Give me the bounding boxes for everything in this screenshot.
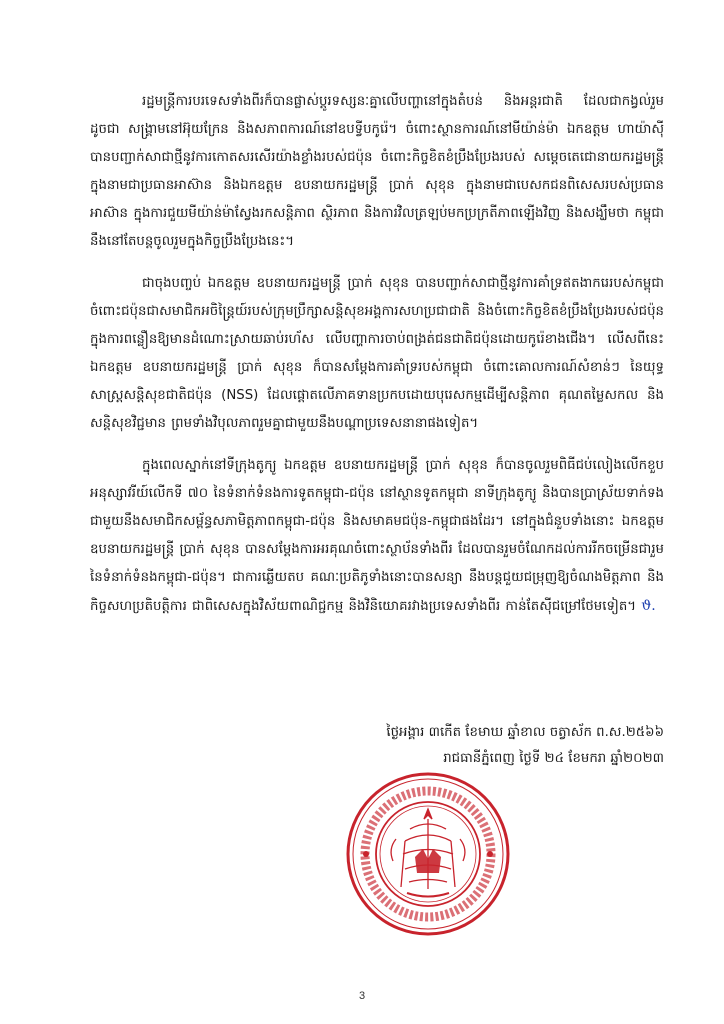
royal-crest-seal-icon bbox=[343, 769, 513, 939]
page-number: 3 bbox=[358, 990, 366, 1002]
place-date: រាជធានីភ្នំពេញ ថ្ងៃទី ២៤ ខែមករា ឆ្នាំ២០២៣ bbox=[443, 751, 664, 766]
lunar-date: ថ្ងៃអង្គារ ៣កើត ខែមាឃ ឆ្នាំខាល ចត្វាស័ក ព.ស.២៥៦៦ bbox=[386, 725, 664, 740]
date-block bbox=[386, 720, 664, 772]
paragraph-3 bbox=[90, 452, 664, 621]
document-body bbox=[90, 88, 664, 635]
handwritten-initial: ϑ. bbox=[641, 598, 656, 614]
paragraph-2: ជាចុងបញ្ចប់ ឯកឧត្តម ឧបនាយករដ្ឋមន្ត្រី ប្រាក់ សុខុន បានបញ្ជាក់សាជាថ្មីនូវការគាំទ្រឥតងាករេរបស់កម្ពុជា ចំពោះជប៉ុនជាសមាជិកអចិន្ត្រៃយ៍របស់ក្រុមប្រឹក្សាសន្តិសុខអង្គការសហប្រជាជាតិ និងចំពោះកិច្ចខិតខំប្រឹងប្រែងរបស់ជប៉ុន ក្នុងការពន្លឿនឱ្យមានដំណោះស្រាយឆាប់រហ័ស លើបញ្ហាការចាប់ពង្រត់ជនជាតិជប៉ុនដោយកូរ៉េខាងជើង។ លើសពីនេះ ឯកឧត្តម ឧបនាយករដ្ឋមន្ត្រី ប្រាក់ សុខុន ក៏បានសម្ដែងការគាំទ្ររបស់កម្ពុជា ចំពោះគោលការណ៍សំខាន់ៗ នៃយុទ្ធសាស្ត្រសន្តិសុខជាតិជប៉ុន (NSS) ដែលផ្ដោតលើភាគទានប្រកបដោយបុរេសកម្មដើម្បីសន្តិភាព គុណតម្លៃសកល និងសន្តិសុខវិជ្ជមាន ព្រមទាំងវិបុលភាពរួមគ្នាជាមួយនឹងបណ្ដាប្រទេសនានាផងទៀត។ bbox=[90, 276, 664, 431]
paragraph-1: រដ្ឋមន្ត្រីការបរទេសទាំងពីរក៏បានផ្លាស់ប្ដូរទស្សនៈគ្នាលើបញ្ហានៅក្នុងតំបន់ និងអន្តរជាតិ ដែលជាកង្វល់រួម ដូចជា សង្គ្រាមនៅអ៊ុយក្រែន និងសភាពការណ៍នៅឧបទ្វីបកូរ៉េ។ ចំពោះស្ថានការណ៍នៅមីយ៉ាន់ម៉ា ឯកឧត្តម ហាយ៉ាស៊ី បានបញ្ជាក់សាជាថ្មីនូវការកោតសរសើរយ៉ាងខ្លាំងរបស់ជប៉ុន ចំពោះកិច្ចខិតខំប្រឹងប្រែងរបស់ សម្ដេចតេជោនាយករដ្ឋមន្ត្រី ក្នុងនាមជាប្រធានអាស៊ាន និងឯកឧត្តម ឧបនាយករដ្ឋមន្ត្រី ប្រាក់ សុខុន ក្នុងនាមជាបេសកជនពិសេសរបស់ប្រធានអាស៊ាន ក្នុងការជួយមីយ៉ាន់ម៉ាស្វែងរកសន្តិភាព ស្ថិរភាព និងការវិលត្រឡប់មកប្រក្រតីភាពឡើងវិញ និងសង្ឃឹមថា កម្ពុជានឹងនៅតែបន្តចូលរួមក្នុងកិច្ចប្រឹងប្រែងនេះ។ bbox=[90, 94, 664, 249]
paragraph-3-text: ក្នុងពេលស្នាក់នៅទីក្រុងតូក្យូ ឯកឧត្តម ឧបនាយករដ្ឋមន្ត្រី ប្រាក់ សុខុន ក៏បានចូលរួមពិធីជប់លៀងលើកខួបអនុស្សាវរីយ៍លើកទី ៧០ នៃទំនាក់ទំនងការទូតកម្ពុជា-ជប៉ុន នៅស្ថានទូតកម្ពុជា នាទីក្រុងតូក្យូ និងបានប្រាស្រ័យទាក់ទងជាមួយនឹងសមាជិកសម្ព័ន្ធសភាមិត្តភាពកម្ពុជា-ជប៉ុន និងសមាគមជប៉ុន-កម្ពុជាផងដែរ។ នៅក្នុងជំនួបទាំងនោះ ឯកឧត្តម ឧបនាយករដ្ឋមន្ត្រី ប្រាក់ សុខុន បានសម្ដែងការអរគុណចំពោះស្ថាប័នទាំងពីរ ដែលបានរួមចំណែកដល់ការរីកចម្រើនជារួមនៃទំនាក់ទំនងកម្ពុជា-ជប៉ុន។ ជាការឆ្លើយតប គណៈប្រតិភូទាំងនោះបានសន្យា នឹងបន្តជួយជម្រុញឱ្យចំណងមិត្តភាព និងកិច្ចសហប្រតិបត្តិការ ជាពិសេសក្នុងវិស័យពាណិជ្ជកម្ម និងវិនិយោគរវាងប្រទេសទាំងពីរ កាន់តែស៊ីជម្រៅថែមទៀត។ bbox=[90, 458, 664, 614]
